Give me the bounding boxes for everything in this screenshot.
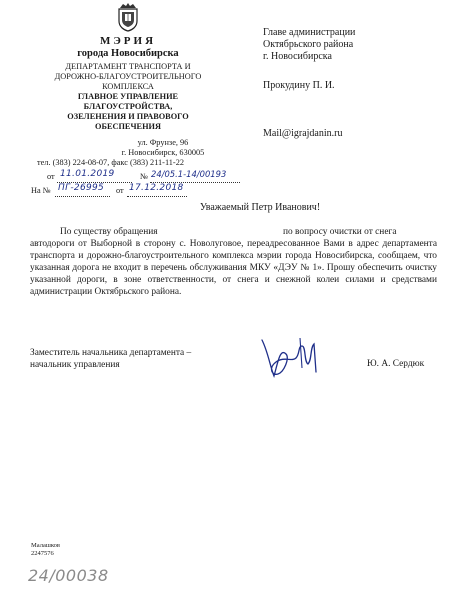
reg-from-label: от	[47, 172, 55, 181]
ref-number-label: На №	[31, 186, 51, 195]
addressee-line-3: г. Новосибирска	[263, 51, 332, 62]
executor-phone: 2247576	[31, 550, 54, 557]
addressee-name: Прокудину П. И.	[263, 80, 335, 91]
body-paragraph: автодороги от Выборной в сторону с. Новолуговое, переадресованное Вами в адрес департамента транспорта и дорожно-благоустроительного комплекса мэрии города Новосибирска, сообщаем, что указанная дорога не входит в перечень обслуживания МКУ «ДЭУ № 1». Прошу обеспечить очистку указанной дороги, в зоне ответственности, от снега и снежной колеи силами и средствами администрации Октябрьского района.	[30, 239, 437, 297]
address-city: г. Новосибирск, 630005	[121, 148, 205, 157]
org-title: МЭРИЯ	[99, 35, 157, 47]
contact-phone: тел. (383) 224-08-07, факс (383) 211-11-22	[37, 158, 184, 167]
ref-from-label: от	[116, 186, 124, 195]
addressee-email: Mail@igrajdanin.ru	[263, 128, 343, 139]
coat-of-arms-icon	[116, 2, 140, 32]
reg-number: 24/05.1-14/00193	[151, 169, 227, 179]
addressee-line-1: Главе администрации	[263, 27, 356, 38]
ref-date: 17.12.2018	[129, 183, 184, 193]
executor-name: Малашков	[31, 542, 61, 549]
dept-line-1: ДЕПАРТАМЕНТ ТРАНСПОРТА И	[65, 62, 191, 71]
dept-sub-4: ОБЕСПЕЧЕНИЯ	[95, 122, 161, 131]
dept-sub-1: ГЛАВНОЕ УПРАВЛЕНИЕ	[77, 92, 179, 101]
ref-number: ПГ-26995	[58, 183, 105, 193]
address-street: ул. Фрунзе, 96	[137, 138, 189, 147]
dept-line-3: КОМПЛЕКСА	[102, 82, 154, 91]
registry-stamp: 24/00038	[28, 566, 109, 585]
greeting: Уважаемый Петр Иванович!	[199, 202, 321, 213]
dept-line-2: ДОРОЖНО-БЛАГОУСТРОИТЕЛЬНОГО	[54, 72, 202, 81]
signature-icon	[256, 332, 326, 382]
body-line-1a: По существу обращения	[60, 227, 158, 237]
signer-title-2: начальник управления	[30, 360, 120, 370]
addressee-line-2: Октябрьского района	[263, 39, 354, 50]
reg-number-label: №	[140, 172, 148, 181]
dept-sub-2: БЛАГОУСТРОЙСТВА,	[83, 102, 173, 111]
reg-date: 11.01.2019	[60, 169, 115, 179]
signer-title-1: Заместитель начальника департамента –	[30, 348, 192, 358]
body-line-1b: по вопросу очистки от снега	[283, 227, 397, 237]
org-city: города Новосибирска	[77, 48, 179, 59]
dept-sub-3: ОЗЕЛЕНЕНИЯ И ПРАВОВОГО	[67, 112, 189, 121]
signer-name: Ю. А. Сердюк	[367, 359, 425, 369]
